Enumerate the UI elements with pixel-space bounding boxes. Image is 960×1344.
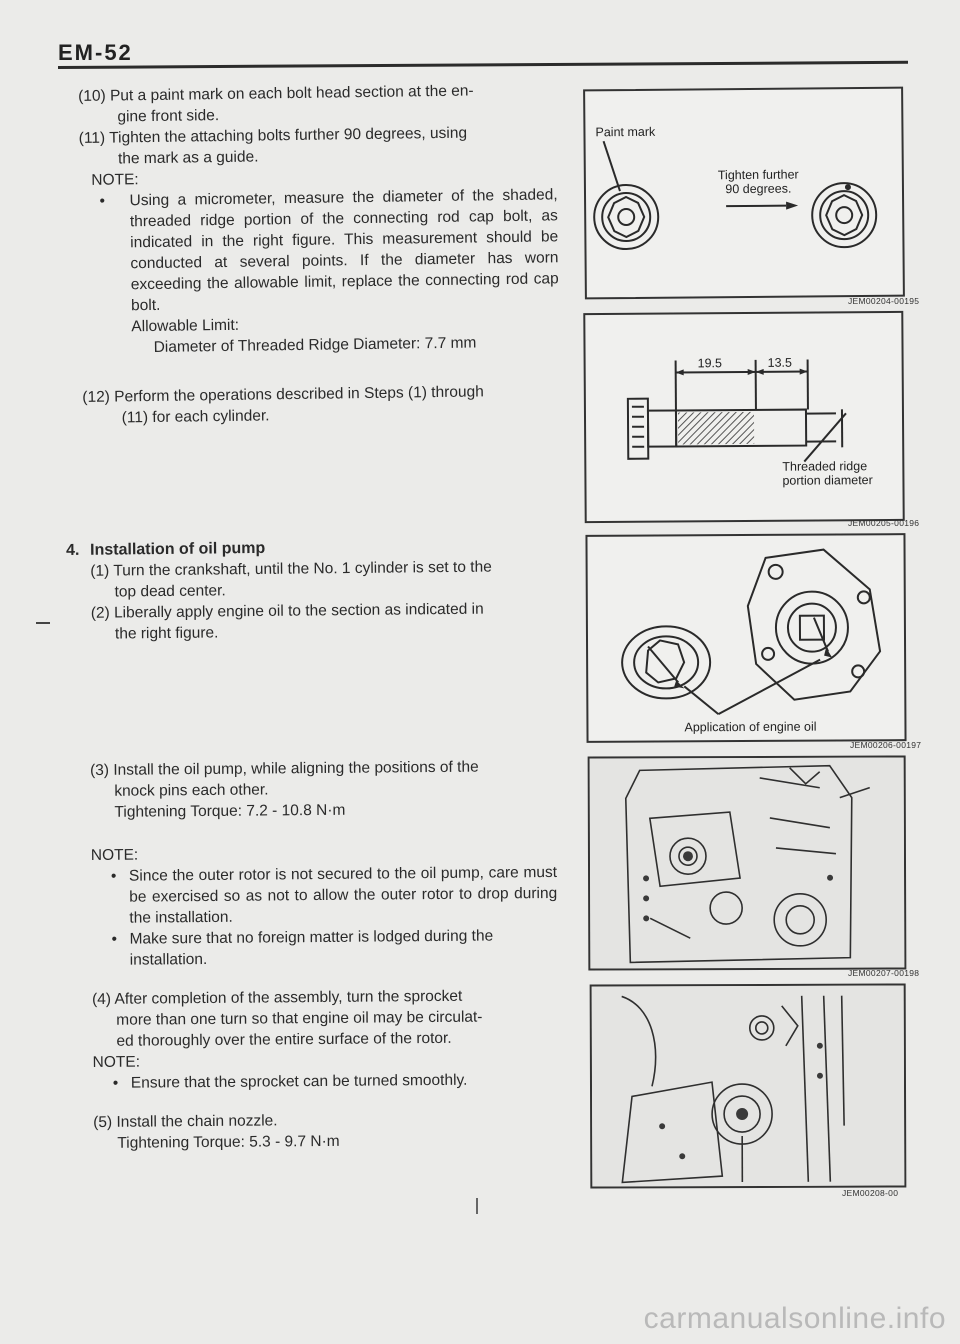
section-4-block xyxy=(66,535,557,645)
s4-step2-line2: the right figure. xyxy=(114,624,219,643)
allowable-value: Diameter of Threaded Ridge Diameter: 7.7 mm xyxy=(153,334,477,356)
margin-mark xyxy=(36,622,50,624)
label-tighten-90: Tighten further 90 degrees. xyxy=(717,167,799,197)
figure-code-5: JEM00208-00 xyxy=(842,1188,899,1198)
figure-pump-installed xyxy=(588,755,907,970)
dimension-13-5: 13.5 xyxy=(767,355,793,370)
step-10-line2: gine front side. xyxy=(117,107,220,126)
step-12-line1: (12) Perform the operations described in Steps (1) through xyxy=(82,383,484,406)
label-engine-oil: Application of engine oil xyxy=(684,719,817,735)
step-11-line2: the mark as a guide. xyxy=(117,148,259,168)
allowable-label: Allowable Limit: xyxy=(131,316,240,336)
s4-step4-line3: ed thoroughly over the entire surface of the rotor. xyxy=(116,1029,452,1050)
watermark-text: carmanualsonline.info xyxy=(643,1302,946,1335)
note3-bullet1: • Ensure that the sprocket can be turned smoothly. xyxy=(93,1069,559,1094)
step-11-line1: (11) Tighten the attaching bolts further 90 degrees, using xyxy=(78,124,468,147)
s4-step3-torque: Tightening Torque: 7.2 - 10.8 N·m xyxy=(114,801,346,821)
figure-code-3: JEM00206-00197 xyxy=(850,740,922,750)
note2-bullet1: • Since the outer rotor is not secured to the oil pump, care must be exercised so as not to allow the outer rotor to drop during the installation. xyxy=(91,862,558,929)
page-footer-mark xyxy=(476,1198,478,1214)
figure-code-2: JEM00205-00196 xyxy=(848,518,920,528)
figure-rod-cap-bolt xyxy=(583,311,904,523)
label-paint-mark: Paint mark xyxy=(595,124,656,140)
steps-top-block xyxy=(78,79,561,429)
figure-bolt-paint-mark xyxy=(583,87,905,300)
section-4-title: Installation of oil pump xyxy=(90,539,266,559)
section-4-number: 4. xyxy=(66,541,80,559)
s4-step4-line2: more than one turn so that engine oil may be circulat- xyxy=(116,1008,483,1029)
label-threaded-ridge: Threaded ridge portion diameter xyxy=(782,459,873,488)
figure-oil-pump-rotor xyxy=(585,533,906,743)
s4-step3-line1: (3) Install the oil pump, while aligning the positions of the xyxy=(90,758,479,779)
header-rule xyxy=(58,61,908,69)
note-bullet: • Using a micrometer, measure the diameter of the shaded, threaded ridge portion of the connecting rod cap bolt, as indicated in the right figure. This measurement should be conducted at several points. If the diameter has worn exceeding the allowable limit, replace the connecting rod cap bolt. xyxy=(79,184,559,317)
figure-chain-nozzle xyxy=(590,983,907,1188)
dimension-19-5: 19.5 xyxy=(697,356,723,371)
note3-label: NOTE: xyxy=(92,1053,141,1071)
s4-step2-line1: (2) Liberally apply engine oil to the section as indicated in xyxy=(90,600,484,622)
s4-step1-line2: top dead center. xyxy=(114,582,226,601)
s4-step5-line1: (5) Install the chain nozzle. xyxy=(93,1112,278,1131)
figure-code-4: JEM00207-00198 xyxy=(848,968,920,978)
s4-step3-line2: knock pins each other. xyxy=(114,781,269,800)
note-label: NOTE: xyxy=(91,171,139,189)
note2-label: NOTE: xyxy=(90,846,139,864)
section-code: EM-52 xyxy=(58,40,133,65)
step-10-line1: (10) Put a paint mark on each bolt head section at the en- xyxy=(78,82,474,105)
step-12-line2: (11) for each cylinder. xyxy=(121,407,270,427)
s4-step4-line1: (4) After completion of the assembly, turn the sprocket xyxy=(92,987,463,1008)
figure-code-1: JEM00204-00195 xyxy=(848,296,920,306)
section-4-block-2 xyxy=(90,756,559,1154)
note2-bullet2: • Make sure that no foreign matter is lodged during the installation. xyxy=(91,925,557,971)
s4-step5-torque: Tightening Torque: 5.3 - 9.7 N·m xyxy=(117,1132,340,1152)
s4-step1-line1: (1) Turn the crankshaft, until the No. 1 cylinder is set to the xyxy=(90,558,492,580)
